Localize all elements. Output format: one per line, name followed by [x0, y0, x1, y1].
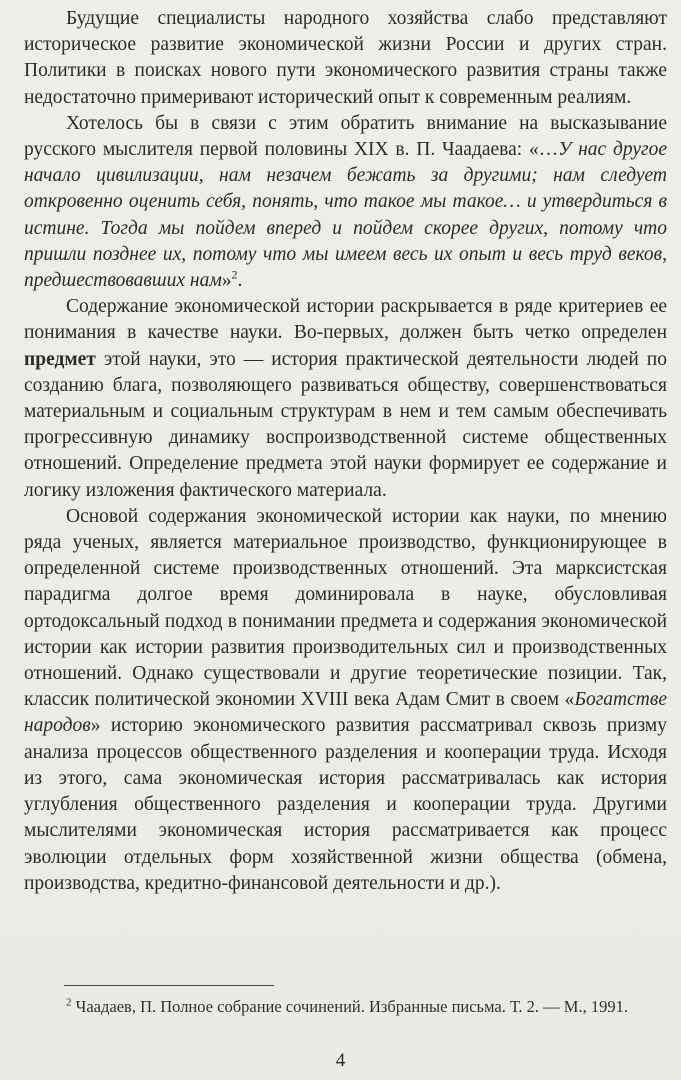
paragraph-2-intro: Хотелось бы в связи с этим обратить внимание на высказывание русского мыслителя первой половины XIX в. П. Чаадаева: «… [24, 112, 667, 161]
paragraph-1 [24, 6, 667, 111]
paragraph-1-text: Будущие специалисты народного хозяйства слабо представляют историческое развитие экономической жизни России и других стран. Политики в поисках нового пути экономического развития страны также недостаточно примеривают исторический опыт к современным реалиям. [24, 8, 667, 108]
paragraph-3 [24, 294, 667, 504]
footnote-reference: 2 [231, 267, 238, 282]
footnote-divider [64, 985, 274, 986]
footnote-text: Чаадаев, П. Полное собрание сочинений. Избранные письма. Т. 2. — М., 1991. [71, 997, 628, 1016]
quote-close: » [221, 270, 232, 292]
paragraph-3-text-b: этой науки, это — история практической деятельности людей по созданию блага, позволяющего развиваться обществу, совершенствоваться материальным и социальным структурам в нем и тем самым обеспечивать прогрессивную динамику воспроизводственной системе общественных отношений. Определение предмета этой науки формирует ее содержание и логику изложения фактического материала. [24, 348, 667, 501]
footnote-number: 2 [66, 996, 72, 1009]
paragraph-2-end: . [237, 270, 243, 292]
paragraph-4-text-b: » историю экономического развития рассматривал сквозь призму анализа процессов общественного разделения и кооперации труда. Исходя из этого, сама экономическая история рассматривалась как история углубления общественного разделения и кооперации труда. Другими мыслителями экономическая история рассматривается как процесс эволюции отдельных форм хозяйственной жизни общества (обмена, производства, кредитно-финансовой деятельности и др.). [24, 715, 667, 894]
paragraph-4 [24, 504, 667, 897]
chaadaev-quote: У нас другое начало цивилизации, нам незачем бежать за другими; нам следует откровенно оценить себя, понять, что такое мы такое… и утвердиться в истине. Тогда мы пойдем вперед и пойдем скорее других, потому что пришли позднее их, потому что мы имеем весь их опыт и весь труд веков, предшествовавших нам [24, 139, 667, 292]
paragraph-3-text-a: Содержание экономической истории раскрывается в ряде критериев ее понимания в качестве науки. Во-первых, должен быть четко определен [24, 296, 667, 344]
footnote [24, 996, 667, 1018]
paragraph-4-text-a: Основой содержания экономической истории как науки, по мнению ряда ученых, является материальное производство, функционирующее в определенной системе производственных отношений. Эта марксистская парадигма долгое время доминировала в науке, обусловливая ортодоксальный подход в понимании предмета и содержания экономической истории как истории развития производительных сил и производственных отношений. Однако существовали и другие теоретические позиции. Так, классик политической экономии XVIII века Адам Смит в своем « [24, 505, 667, 711]
book-title: Богатстве народов [24, 689, 667, 737]
main-text [24, 6, 667, 897]
page-number: 4 [335, 1050, 346, 1071]
paragraph-2 [24, 111, 667, 294]
term-predmet: предмет [24, 348, 96, 370]
